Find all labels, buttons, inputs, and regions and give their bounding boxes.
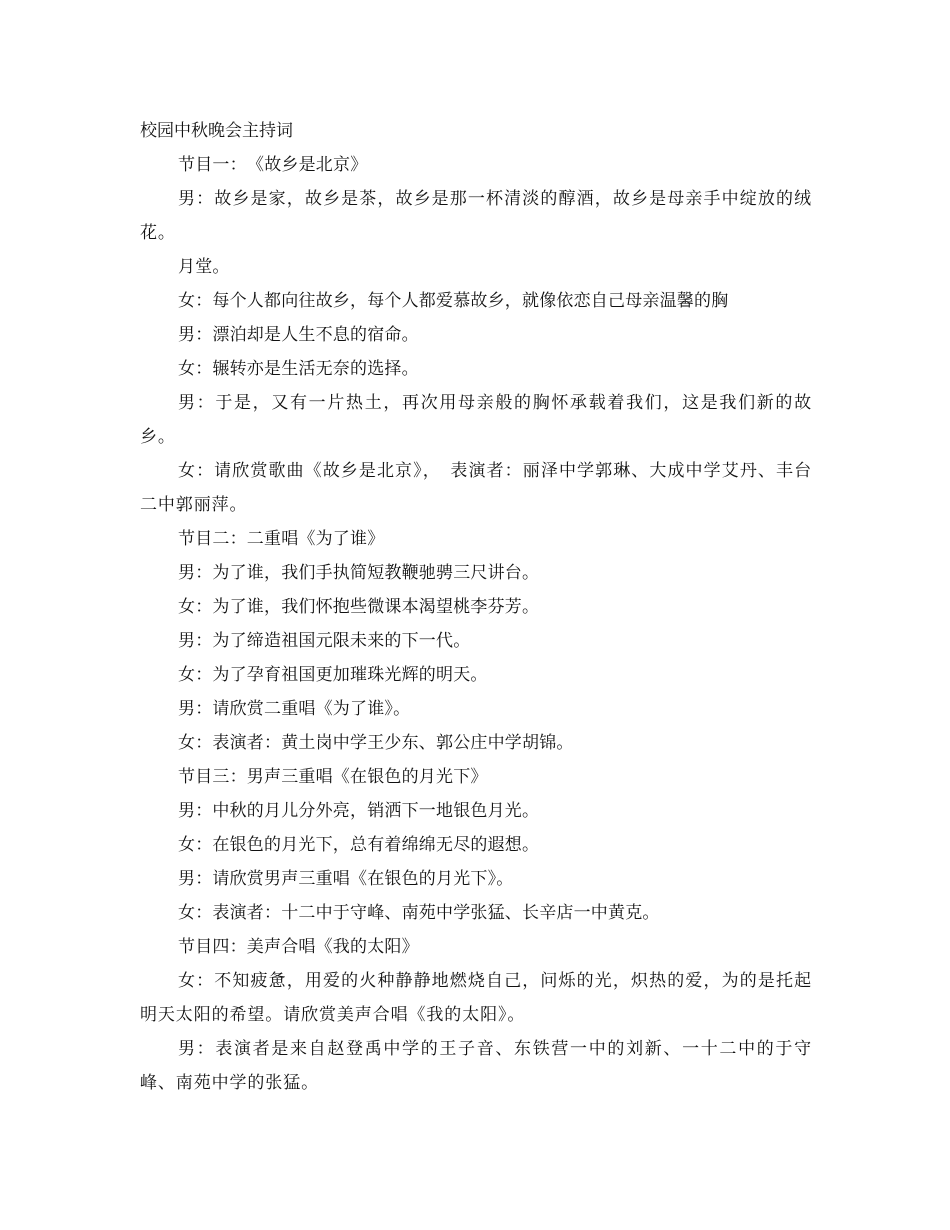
dialogue-line: 女：表演者：十二中于守峰、南苑中学张猛、长辛店一中黄克。 — [178, 903, 660, 923]
dialogue-line: 女：为了孕育祖国更加璀珠光辉的明天。 — [178, 665, 488, 685]
document-title: 校园中秋晚会主持词 — [140, 121, 293, 141]
dialogue-line: 男：请欣赏男声三重唱《在银色的月光下》。 — [178, 869, 514, 889]
program-heading-3: 节目三：男声三重唱《在银色的月光下》 — [178, 767, 488, 787]
dialogue-line: 男：为了缔造祖国元限未来的下一代。 — [178, 631, 471, 651]
dialogue-line: 女：辗转亦是生活无奈的选择。 — [178, 359, 419, 379]
dialogue-line: 女：请欣赏歌曲《故乡是北京》， 表演者：丽泽中学郭琳、大成中学艾丹、丰台二中郭丽萍。 — [140, 461, 812, 515]
program-heading-1: 节目一： 《故乡是北京》 — [178, 155, 368, 175]
dialogue-line: 月堂。 — [178, 257, 230, 277]
dialogue-line: 女：每个人都向往故乡，每个人都爱慕故乡，就像依恋自己母亲温馨的胸 — [178, 291, 729, 311]
dialogue-line: 女：表演者：黄土岗中学王少东、郭公庄中学胡锦。 — [178, 733, 574, 753]
dialogue-line: 男：于是，又有一片热土，再次用母亲般的胸怀承载着我们，这是我们新的故乡。 — [140, 393, 812, 447]
dialogue-line: 男：中秋的月儿分外亮，销洒下一地银色月光。 — [178, 801, 540, 821]
dialogue-line: 男：漂泊却是人生不息的宿命。 — [178, 325, 419, 345]
dialogue-line: 男：表演者是来自赵登禹中学的王子音、东铁营一中的刘新、一十二中的于守峰、南苑中学的张猛。 — [140, 1039, 812, 1093]
program-heading-2: 节目二：二重唱《为了谁》 — [178, 529, 385, 549]
dialogue-line: 女：为了谁，我们怀抱些微课本渴望桃李芬芳。 — [178, 597, 540, 617]
dialogue-line: 男：请欣赏二重唱《为了谁》。 — [178, 699, 411, 719]
dialogue-line: 女：在银色的月光下，总有着绵绵无尽的遐想。 — [178, 835, 540, 855]
program-heading-4: 节目四：美声合唱《我的太阳》 — [178, 937, 419, 957]
document-body — [140, 114, 812, 1100]
dialogue-line: 男：为了谁，我们手执简短教鞭驰骋三尺讲台。 — [178, 563, 540, 583]
dialogue-line: 男：故乡是家，故乡是茶，故乡是那一杯清淡的醇酒，故乡是母亲手中绽放的绒花。 — [140, 189, 812, 243]
dialogue-line: 女：不知疲惫，用爱的火种静静地燃烧自己，问烁的光，炽热的爱，为的是托起明天太阳的希望。请欣赏美声合唱《我的太阳》。 — [140, 971, 812, 1025]
